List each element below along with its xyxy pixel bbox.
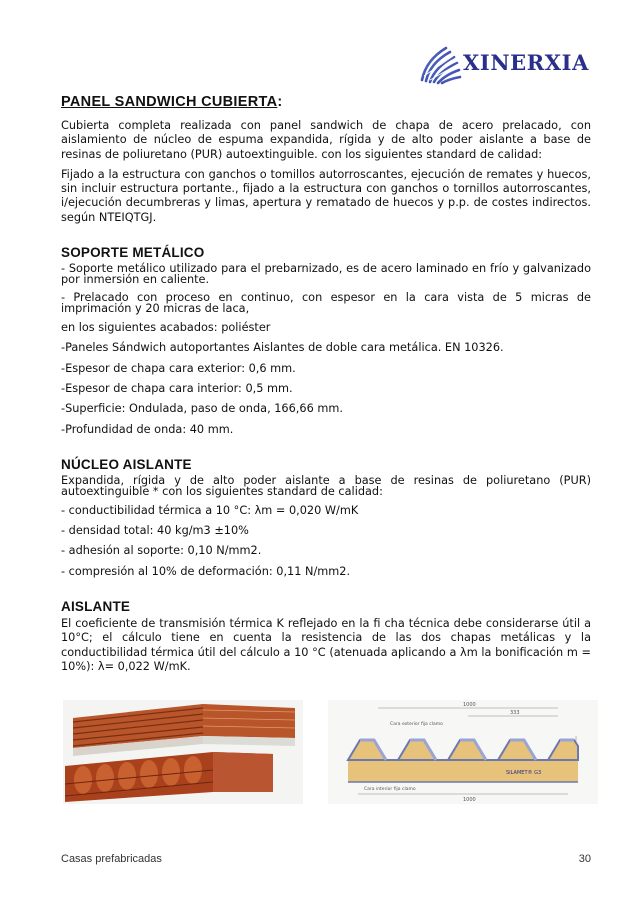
panel-section-diagram: [328, 700, 598, 804]
title-colon: :: [277, 94, 283, 110]
product-label: SILAMET® G3: [506, 770, 542, 776]
soporte-item: -Paneles Sándwich autoportantes Aislantes de doble cara metálica. EN 10326.: [61, 341, 504, 355]
brand-name: XINERXIA: [463, 50, 589, 75]
fan-logo-icon: [416, 40, 462, 86]
soporte-item: -Superficie: Ondulada, paso de onda, 166,66 mm.: [61, 402, 343, 416]
nucleo-item: - compresión al 10% de deformación: 0,11 N/mm2.: [61, 564, 351, 578]
nucleo-item: - conductibilidad térmica a 10 °C: λm = 0,020 W/mK: [61, 503, 359, 517]
brand-logo: [416, 40, 596, 90]
soporte-item: -Profundidad de onda: 40 mm.: [61, 422, 234, 436]
section-heading-aislante: AISLANTE: [61, 599, 131, 615]
label-bottom: Cara interior fija clamo: [364, 787, 416, 792]
roof-tile-panel-image: [63, 700, 303, 804]
page-number: 30: [578, 853, 591, 865]
soporte-item: en los siguientes acabados: poliéster: [61, 321, 271, 335]
soporte-item: -Espesor de chapa cara interior: 0,5 mm.: [61, 381, 293, 395]
page-footer: [61, 853, 591, 865]
soporte-item: - Soporte metálico utilizado para el prebarnizado, es de acero laminado en frío y galvanizado por inmersión en caliente.: [61, 262, 591, 287]
section-heading-soporte: SOPORTE METÁLICO: [61, 245, 205, 261]
dim-mid: 333: [510, 710, 520, 716]
aislante-paragraph: El coeficiente de transmisión térmica K reflejado en la fi cha técnica debe considerarse útil a 10°C; el cálculo tiene en cuenta la resistencia de las dos chapas metálicas y la conductibilidad térmica útil del cálculo a 10 °C (atenuada aplicando a λm la bonificación m = 10%): λ= 0,022 W/mK.: [61, 617, 591, 673]
nucleo-item: Expandida, rígida y de alto poder aislante a base de resinas de poliuretano (PUR) autoextinguible * con los siguientes standard de calidad:: [61, 473, 591, 498]
title-text: PANEL SANDWICH CUBIERTA: [61, 94, 278, 110]
dim-top: 1000: [463, 702, 476, 708]
panel-images: [63, 700, 593, 804]
soporte-item: -Espesor de chapa cara exterior: 0,6 mm.: [61, 361, 296, 375]
dim-bottom: 1000: [463, 797, 476, 803]
nucleo-item: - densidad total: 40 kg/m3 ±10%: [61, 524, 249, 538]
label-top: Cara exterior fija clamo: [390, 722, 443, 727]
nucleo-item: - adhesión al soporte: 0,10 N/mm2.: [61, 544, 262, 558]
section-heading-nucleo: NÚCLEO AISLANTE: [61, 456, 192, 472]
footer-doc-name: Casas prefabricadas: [61, 853, 162, 865]
page-title: [61, 94, 591, 110]
soporte-item: - Prelacado con proceso en continuo, con espesor en la cara vista de 5 micras de imprimación y 20 micras de laca,: [61, 291, 591, 316]
intro-paragraph-2: Fijado a la estructura con ganchos o tomillos autorroscantes, ejecución de remates y huecos, sin incluir estructura portante., fijado a la estructura con ganchos o tornillos autorroscantes, i/ejecución decumbreras y limas, apertura y rematado de huecos y p.p. de costes indirectos. según NTEIQTGJ.: [61, 167, 591, 224]
document-body: [61, 90, 591, 680]
intro-paragraph-1: Cubierta completa realizada con panel sandwich de chapa de acero prelacado, con aislamiento de núcleo de espuma expandida, rígida y de alto poder aislante a base de resinas de poliuretano (PUR) autoextinguible. con los siguientes standard de calidad:: [61, 119, 591, 161]
